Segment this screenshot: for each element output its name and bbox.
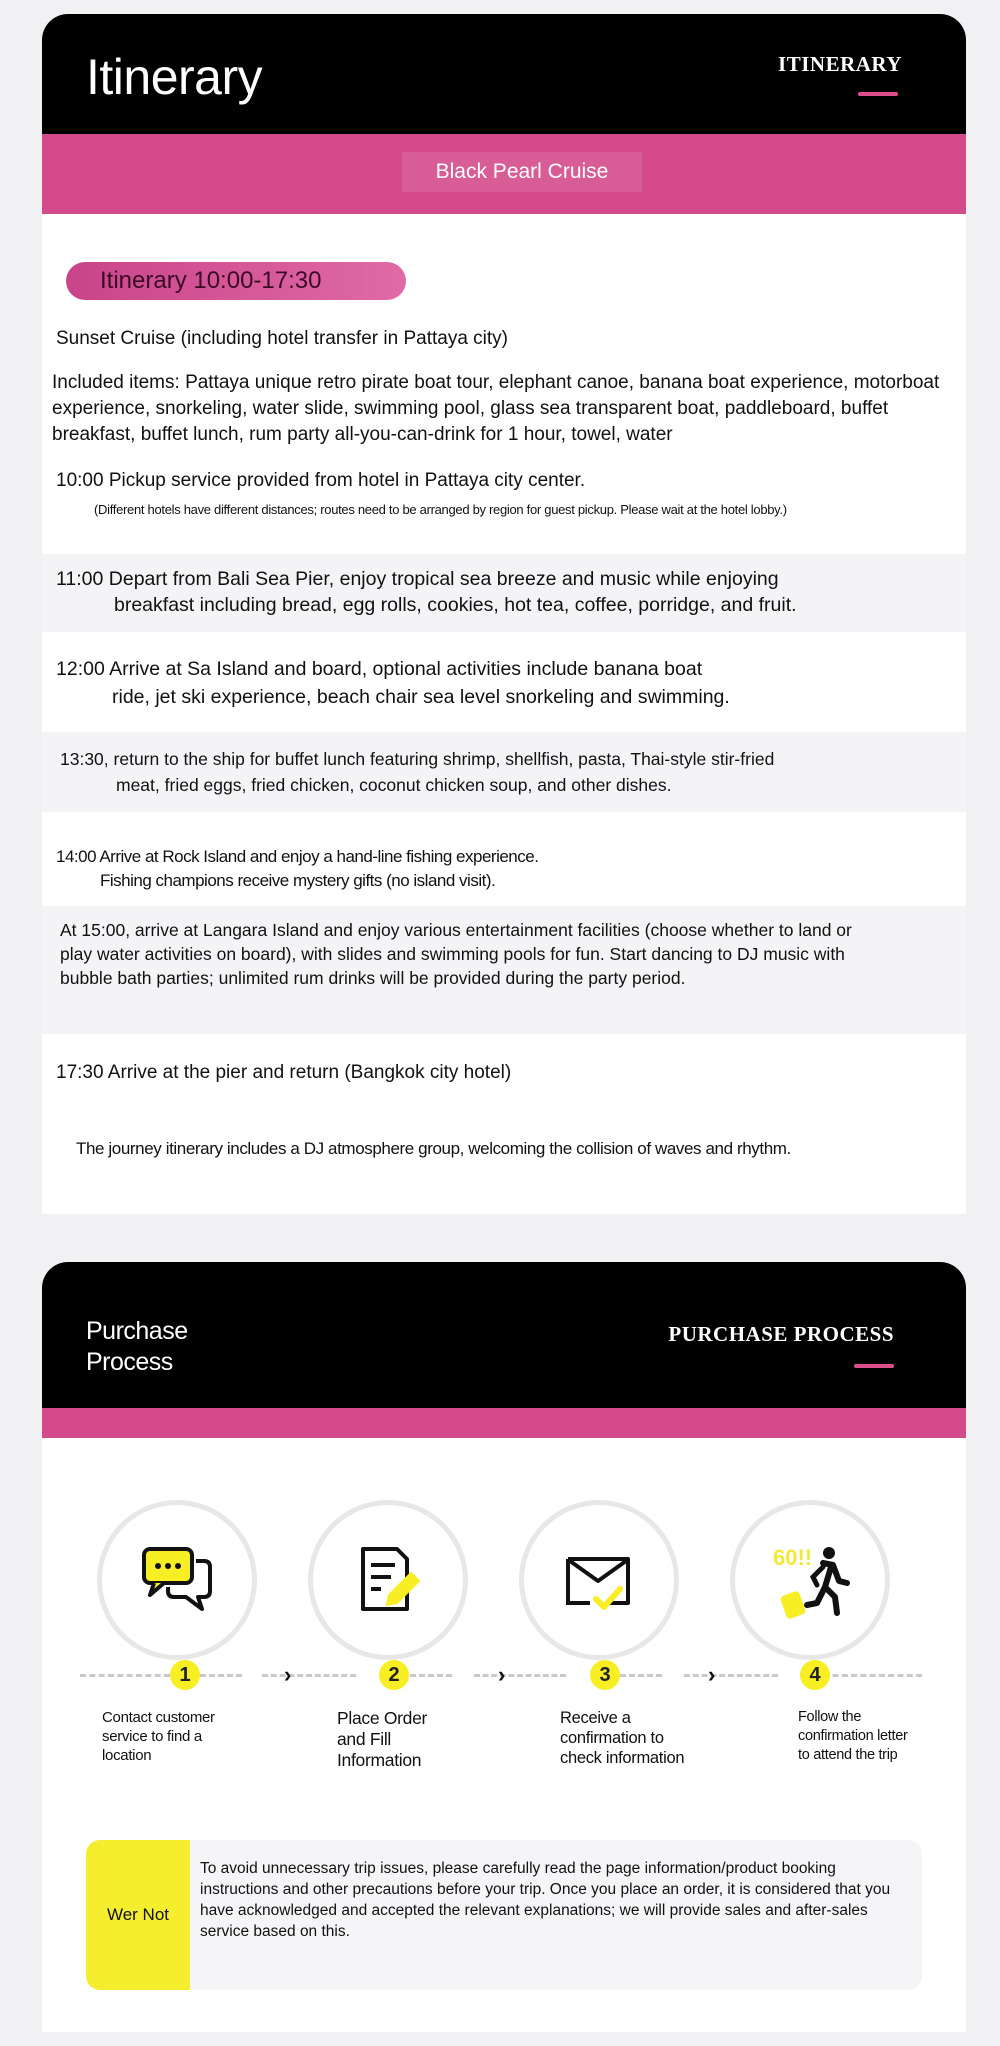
purchase-card	[42, 1262, 966, 2032]
schedule-1000-note: (Different hotels have different distances; routes need to be arranged by region for guest pickup. Please wait at the hotel lobby.)	[94, 502, 787, 517]
cruise-band	[42, 134, 966, 214]
notice-text: To avoid unnecessary trip issues, please carefully read the page information/product booking instructions and other precautions before your trip. Once you place an order, it is considered that you have acknowledged and accepted the relevant explanations; we will provide sales and after-sales service based on this.	[200, 1860, 891, 1940]
schedule-1100-line1: 11:00 Depart from Bali Sea Pier, enjoy tropical sea breeze and music while enjoying	[56, 568, 779, 590]
notice-badge: Wer Not	[86, 1840, 190, 1990]
schedule-1200-line1: 12:00 Arrive at Sa Island and board, optional activities include banana boat	[56, 658, 703, 680]
step-2-number: 2	[379, 1660, 409, 1690]
step-2-label-line1: Place Order	[337, 1708, 428, 1728]
closing-note: The journey itinerary includes a DJ atmosphere group, welcoming the collision of waves and rhythm.	[76, 1139, 791, 1158]
step-1-label-line3: location	[102, 1747, 152, 1764]
step-3-number: 3	[590, 1660, 620, 1690]
step-4-number: 4	[800, 1660, 830, 1690]
purchase-title-line1: Purchase	[86, 1317, 188, 1345]
step-3-label-line3: check information	[560, 1749, 685, 1767]
timeline-segment	[262, 1674, 356, 1677]
mail-check-icon	[562, 1543, 636, 1617]
purchase-header	[42, 1262, 966, 1408]
step-4-label-line3: to attend the trip	[798, 1747, 898, 1763]
schedule-1400-line1: 14:00 Arrive at Rock Island and enjoy a hand-line fishing experience.	[56, 847, 539, 866]
schedule-1730: 17:30 Arrive at the pier and return (Bangkok city hotel)	[56, 1062, 512, 1083]
traveler-luggage-icon	[773, 1543, 853, 1623]
step-2-label-line2: and Fill	[337, 1729, 392, 1749]
itinerary-time-pill: Itinerary 10:00-17:30	[66, 262, 406, 300]
itinerary-title: Itinerary	[86, 49, 263, 105]
timeline-segment	[814, 1674, 922, 1677]
notice-box	[86, 1840, 922, 1990]
chevron-right-icon: ›	[284, 1662, 292, 1687]
included-items: Included items: Pattaya unique retro pirate boat tour, elephant canoe, banana boat experience, motorboat experience, snorkeling, water slide, swimming pool, glass sea transparent boat, paddleboard, buffet breakfast, buffet lunch, rum party all-you-can-drink for 1 hour, towel, water	[52, 372, 940, 445]
chat-bubbles-icon	[140, 1543, 214, 1617]
step-2-label	[337, 1708, 427, 1771]
purchase-subtitle: PURCHASE PROCESS	[668, 1322, 894, 1346]
schedule-1400	[42, 840, 966, 910]
schedule-1330-line1: 13:30, return to the ship for buffet lunch featuring shrimp, shellfish, pasta, Thai-style stir-fried	[60, 749, 775, 769]
form-edit-icon	[351, 1543, 425, 1617]
step-4-circle	[730, 1500, 890, 1660]
schedule-1100	[42, 554, 966, 632]
step-3-label-line1: Receive a	[560, 1709, 631, 1727]
schedule-1000	[42, 462, 966, 542]
itinerary-subtitle: ITINERARY	[778, 52, 902, 76]
schedule-1400-line2: Fishing champions receive mystery gifts (no island visit).	[100, 871, 496, 890]
schedule-1200-line2: ride, jet ski experience, beach chair sea level snorkeling and swimming.	[112, 686, 730, 708]
schedule-1500	[42, 906, 966, 1034]
itinerary-header	[42, 14, 966, 134]
step-4-icon-text: 60!!	[773, 1545, 813, 1570]
timeline-segment	[684, 1674, 778, 1677]
schedule-1330-line2: meat, fried eggs, fried chicken, coconut chicken soup, and other dishes.	[116, 775, 672, 795]
itinerary-card	[42, 14, 966, 1214]
step-4-label-line2: confirmation letter	[798, 1728, 908, 1744]
chevron-right-icon: ›	[498, 1662, 506, 1687]
step-4-label	[798, 1708, 908, 1765]
step-3-label	[560, 1708, 684, 1768]
purchase-title-line2: Process	[86, 1348, 173, 1376]
timeline-segment	[474, 1674, 566, 1677]
purchase-title	[86, 1316, 188, 1378]
step-3-circle	[519, 1500, 679, 1660]
step-1-label-line1: Contact customer	[102, 1709, 215, 1726]
step-2-label-line3: Information	[337, 1750, 422, 1770]
title-underline	[858, 92, 898, 96]
schedule-1100-line2: breakfast including bread, egg rolls, cookies, hot tea, coffee, porridge, and fruit.	[114, 594, 797, 616]
purchase-underline	[854, 1364, 894, 1368]
cruise-name: Black Pearl Cruise	[402, 152, 642, 192]
step-4-label-line1: Follow the	[798, 1709, 862, 1725]
schedule-1500-text: At 15:00, arrive at Langara Island and enjoy various entertainment facilities (choose whether to land or play water activities on board), with slides and swimming pools for fun. Start dancing to DJ music with bubble bath parties; unlimited rum drinks will be provided during the party period.	[60, 920, 852, 988]
schedule-1200	[42, 644, 966, 724]
purchase-band	[42, 1408, 966, 1438]
sunset-cruise-title: Sunset Cruise (including hotel transfer in Pattaya city)	[56, 328, 508, 349]
step-2-circle	[308, 1500, 468, 1660]
step-3-label-line2: confirmation to	[560, 1729, 664, 1747]
step-1-label	[102, 1708, 215, 1765]
timeline-segment	[80, 1674, 170, 1677]
schedule-1000-text: 10:00 Pickup service provided from hotel in Pattaya city center.	[56, 470, 586, 491]
step-1-number: 1	[170, 1660, 200, 1690]
chevron-right-icon: ›	[708, 1662, 716, 1687]
schedule-1330	[42, 732, 966, 812]
step-1-label-line2: service to find a	[102, 1728, 202, 1745]
step-1-circle	[97, 1500, 257, 1660]
